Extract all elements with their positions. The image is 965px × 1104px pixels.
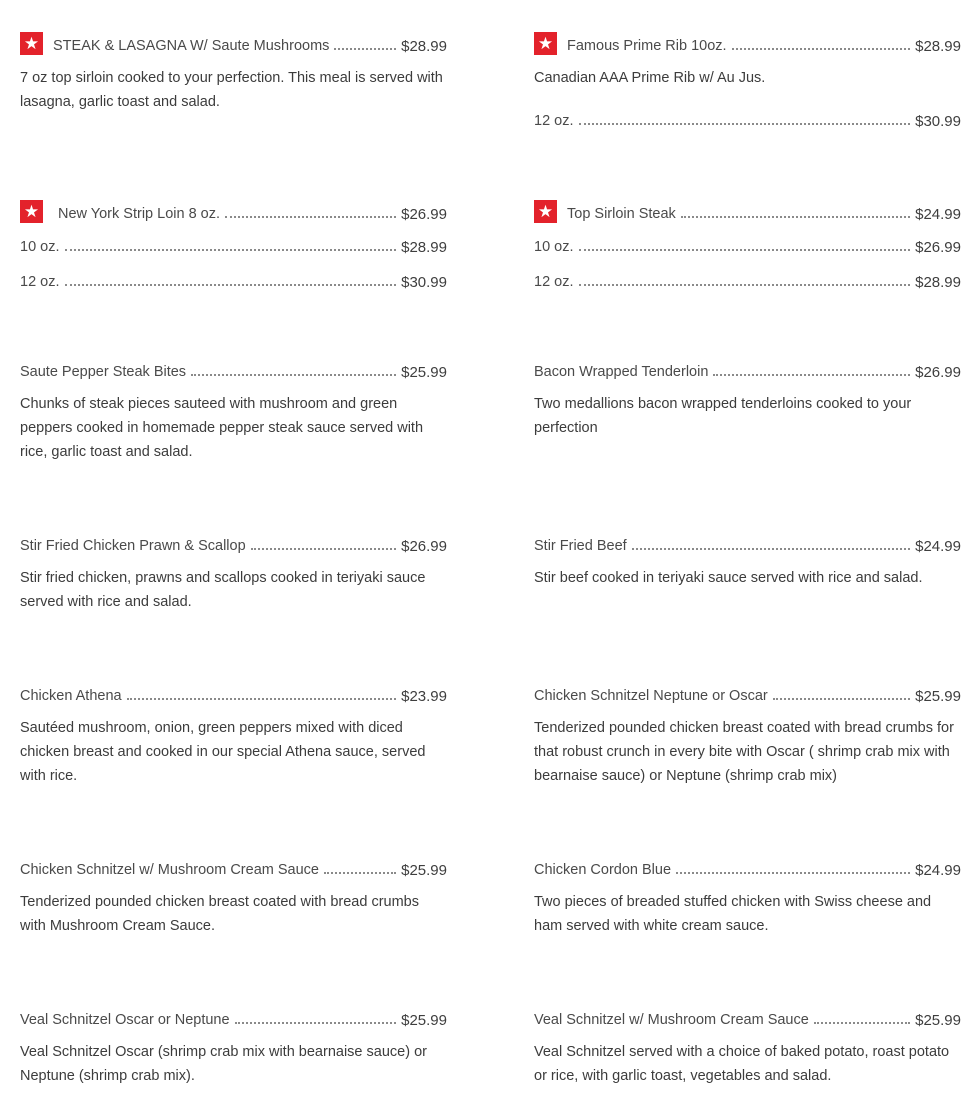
menu-item-chicken-schnitzel-mushroom	[20, 854, 447, 938]
menu-item-price: $25.99	[915, 688, 961, 705]
menu-item-title-row	[20, 198, 447, 224]
menu-item-title-row	[20, 530, 447, 556]
dot-leader	[191, 373, 396, 376]
star-icon: ★	[534, 200, 557, 223]
menu-item-price: $24.99	[915, 206, 961, 223]
dot-leader	[676, 871, 910, 874]
menu-item-description: Two medallions bacon wrapped tenderloins cooked to your perfection	[534, 396, 912, 436]
dot-leader	[713, 373, 910, 376]
dot-leader	[65, 283, 397, 286]
menu-item-description: Stir beef cooked in teriyaki sauce served with rice and salad.	[534, 570, 923, 586]
menu-item-name: Chicken Schnitzel w/ Mushroom Cream Sauce	[20, 862, 319, 878]
dot-leader	[235, 1021, 397, 1024]
dot-leader	[732, 47, 911, 50]
star-icon: ★	[20, 200, 43, 223]
menu-item-description: Canadian AAA Prime Rib w/ Au Jus.	[534, 70, 766, 86]
dot-leader	[814, 1021, 910, 1024]
size-option-row	[534, 107, 961, 131]
menu-item-pepper-steak-bites	[20, 356, 447, 464]
size-label: 10 oz.	[20, 239, 60, 255]
menu-item-chicken-athena	[20, 680, 447, 788]
menu-item-title-row	[534, 30, 961, 56]
menu-item-name: Famous Prime Rib 10oz.	[567, 38, 727, 54]
dot-leader	[773, 697, 910, 700]
menu-item-description: Two pieces of breaded stuffed chicken with Swiss cheese and ham served with white cream sauce.	[534, 894, 932, 934]
menu-item-veal-schnitzel-oscar-neptune	[20, 1004, 447, 1088]
menu-item-price: $25.99	[401, 1012, 447, 1029]
menu-item-name: Stir Fried Chicken Prawn & Scallop	[20, 538, 246, 554]
menu-item-price: $23.99	[401, 688, 447, 705]
menu-item-name: Chicken Cordon Blue	[534, 862, 672, 878]
menu-item-veal-schnitzel-mushroom	[534, 1004, 961, 1088]
size-price: $30.99	[401, 274, 447, 291]
menu-item-chicken-schnitzel-neptune-oscar	[534, 680, 961, 788]
size-option-row	[534, 268, 961, 292]
menu-item-name: Chicken Athena	[20, 688, 122, 704]
menu-item-price: $26.99	[915, 364, 961, 381]
menu-item-bacon-wrapped-tenderloin	[534, 356, 961, 440]
menu-item-title-row	[20, 1004, 447, 1030]
menu-item-name: Veal Schnitzel w/ Mushroom Cream Sauce	[534, 1012, 809, 1028]
menu-item-price: $25.99	[915, 1012, 961, 1029]
menu-item-name: New York Strip Loin 8 oz.	[58, 206, 221, 222]
menu-item-steak-lasagna	[20, 30, 447, 114]
size-price: $26.99	[915, 239, 961, 256]
dot-leader	[579, 283, 911, 286]
dot-leader	[225, 215, 396, 218]
menu-item-description: Stir fried chicken, prawns and scallops cooked in teriyaki sauce served with rice and salad.	[20, 570, 426, 610]
menu-item-name: Saute Pepper Steak Bites	[20, 364, 187, 380]
menu-item-description: Sautéed mushroom, onion, green peppers mixed with diced chicken breast and cooked in our special Athena sauce, served with rice.	[20, 720, 426, 784]
menu-item-title-row	[20, 680, 447, 706]
menu-item-price: $28.99	[401, 38, 447, 55]
menu-item-prime-rib	[534, 30, 961, 131]
menu-item-description: Veal Schnitzel Oscar (shrimp crab mix with bearnaise sauce) or Neptune (shrimp crab mix).	[20, 1044, 427, 1084]
menu-item-title-row	[20, 30, 447, 56]
menu-item-price: $24.99	[915, 862, 961, 879]
menu-item-title-row	[20, 356, 447, 382]
menu-item-chicken-cordon-blue	[534, 854, 961, 938]
menu-item-name: Stir Fried Beef	[534, 538, 627, 554]
dot-leader	[334, 47, 396, 50]
size-price: $28.99	[915, 274, 961, 291]
menu-item-name: Top Sirloin Steak	[567, 206, 676, 222]
menu-item-name: Chicken Schnitzel Neptune or Oscar	[534, 688, 768, 704]
menu-item-name: Veal Schnitzel Oscar or Neptune	[20, 1012, 230, 1028]
size-price: $28.99	[401, 239, 447, 256]
size-option-row	[20, 233, 447, 257]
menu-item-top-sirloin	[534, 198, 961, 292]
size-price: $30.99	[915, 113, 961, 130]
size-option-row	[534, 233, 961, 257]
menu-item-price: $28.99	[915, 38, 961, 55]
dot-leader	[579, 122, 911, 125]
menu-item-stir-fried-beef	[534, 530, 961, 590]
menu-item-title-row	[20, 854, 447, 880]
menu-item-description: 7 oz top sirloin cooked to your perfection. This meal is served with lasagna, garlic toast and salad.	[20, 70, 443, 110]
dot-leader	[681, 215, 910, 218]
menu-item-title-row	[534, 530, 961, 556]
menu-item-ny-strip-loin	[20, 198, 447, 292]
menu-item-description: Veal Schnitzel served with a choice of baked potato, roast potato or rice, with garlic toast, vegetables and salad.	[534, 1044, 950, 1084]
menu-item-description: Tenderized pounded chicken breast coated with bread crumbs for that robust crunch in every bite with Oscar ( shrimp crab mix with bearnaise sauce) or Neptune (shrimp crab mix)	[534, 720, 954, 784]
size-option-row	[20, 268, 447, 292]
dot-leader	[632, 547, 910, 550]
menu-item-title-row	[534, 356, 961, 382]
menu-item-price: $26.99	[401, 538, 447, 555]
size-label: 12 oz.	[20, 274, 60, 290]
size-label: 12 oz.	[534, 274, 574, 290]
menu-item-price: $24.99	[915, 538, 961, 555]
menu-item-name: STEAK & LASAGNA W/ Saute Mushrooms	[53, 38, 330, 54]
size-label: 12 oz.	[534, 113, 574, 129]
dot-leader	[251, 547, 396, 550]
dot-leader	[127, 697, 397, 700]
dot-leader	[65, 248, 397, 251]
menu-item-title-row	[534, 680, 961, 706]
menu-item-name: Bacon Wrapped Tenderloin	[534, 364, 709, 380]
star-icon: ★	[534, 32, 557, 55]
menu-item-title-row	[534, 198, 961, 224]
dot-leader	[579, 248, 911, 251]
menu-item-description: Tenderized pounded chicken breast coated with bread crumbs with Mushroom Cream Sauce.	[20, 894, 419, 934]
menu-item-price: $25.99	[401, 364, 447, 381]
dot-leader	[324, 871, 396, 874]
menu-item-description: Chunks of steak pieces sauteed with mushroom and green peppers cooked in homemade pepper steak sauce served with rice, garlic toast and salad.	[20, 396, 424, 460]
menu-item-title-row	[534, 854, 961, 880]
menu-item-price: $25.99	[401, 862, 447, 879]
menu-item-price: $26.99	[401, 206, 447, 223]
size-label: 10 oz.	[534, 239, 574, 255]
star-icon: ★	[20, 32, 43, 55]
menu-item-stir-fried-chicken-prawn-scallop	[20, 530, 447, 614]
menu-item-title-row	[534, 1004, 961, 1030]
